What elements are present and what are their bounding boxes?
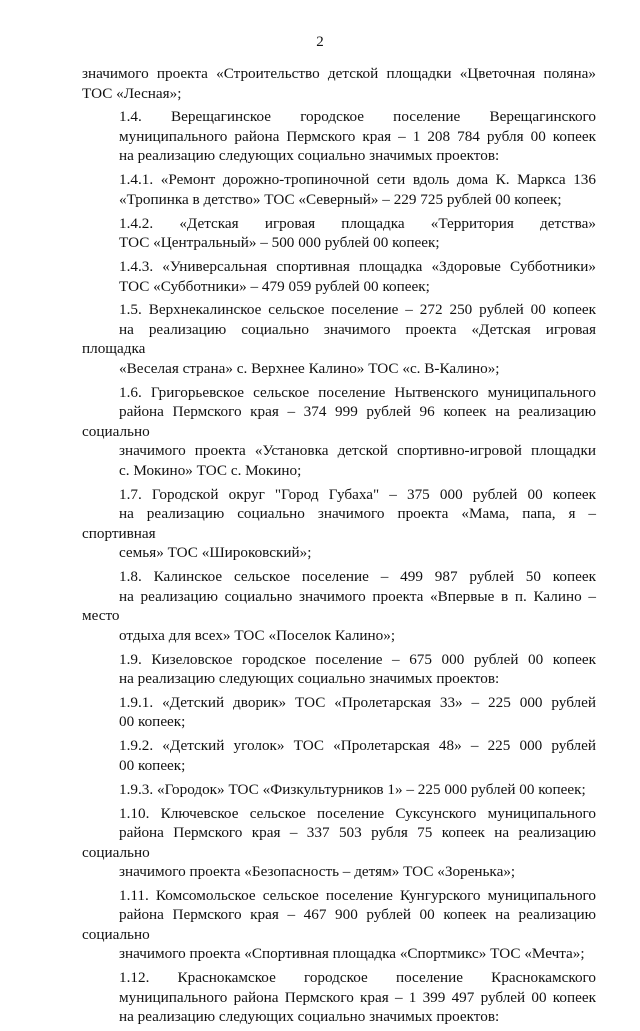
paragraph <box>82 693 596 732</box>
paragraph <box>82 886 596 964</box>
text-line: отдыха для всех» ТОС «Поселок Калино»; <box>119 626 396 644</box>
paragraph <box>82 780 596 800</box>
text-line: 1.9.2. «Детский уголок» ТОС «Пролетарская 48» – 225 000 рублей <box>119 737 596 755</box>
text-line: 00 копеек; <box>119 713 186 731</box>
paragraph <box>82 485 596 563</box>
text-line: на реализацию социально значимого проекта «Впервые в п. Калино – место <box>82 587 596 625</box>
paragraph <box>82 64 596 103</box>
text-line: 1.4.1. «Ремонт дорожно-тропиночной сети вдоль дома К. Маркса 136 <box>119 171 596 189</box>
text-line: 1.6. Григорьевское сельское поселение Нытвенского муниципального <box>119 383 596 401</box>
text-line: 1.8. Калинское сельское поселение – 499 987 рублей 50 копеек <box>119 568 596 586</box>
text-line: 1.9.3. «Городок» ТОС «Физкультурников 1» – 225 000 рублей 00 копеек; <box>119 780 586 798</box>
paragraph <box>82 567 596 645</box>
paragraph <box>82 736 596 775</box>
text-line: значимого проекта «Безопасность – детям» ТОС «Зоренька»; <box>119 863 516 881</box>
text-line: на реализацию социально значимого проекта «Детская игровая площадка <box>82 320 596 358</box>
text-line: 1.7. Городской округ "Город Губаха" – 375 000 рублей 00 копеек <box>119 485 596 503</box>
text-line: муниципального района Пермского края – 1 208 784 рубля 00 копеек <box>119 127 596 145</box>
paragraph <box>82 650 596 689</box>
text-line: 1.10. Ключевское сельское поселение Суксунского муниципального <box>119 804 596 822</box>
text-line: на реализацию социально значимого проекта «Мама, папа, я – спортивная <box>82 505 596 542</box>
text-line: 1.9. Кизеловское городское поселение – 675 000 рублей 00 копеек <box>119 650 596 668</box>
paragraph <box>82 383 596 481</box>
text-line: 1.12. Краснокамское городское поселение Краснокамского <box>119 969 596 987</box>
text-line: ТОС «Лесная»; <box>82 84 182 102</box>
paragraph <box>82 300 596 378</box>
text-line: 1.4.3. «Универсальная спортивная площадка «Здоровые Субботники» <box>119 258 596 276</box>
paragraph <box>82 107 596 166</box>
paragraph <box>82 257 596 296</box>
text-line: семья» ТОС «Широковский»; <box>119 544 312 562</box>
text-line: 1.4. Верещагинское городское поселение Верещагинского <box>119 108 596 126</box>
text-line: 1.4.2. «Детская игровая площадка «Территория детства» <box>119 214 596 232</box>
paragraph <box>82 804 596 882</box>
page-number: 2 <box>316 34 324 50</box>
text-line: значимого проекта «Установка детской спортивно-игровой площадки <box>119 442 596 460</box>
text-line: муниципального района Пермского края – 1 399 497 рублей 00 копеек <box>119 988 596 1006</box>
text-line: ТОС «Центральный» – 500 000 рублей 00 копеек; <box>119 234 440 252</box>
paragraph <box>82 170 596 209</box>
text-line: «Тропинка в детство» ТОС «Северный» – 229 725 рублей 00 копеек; <box>119 190 562 208</box>
text-line: значимого проекта «Строительство детской площадки «Цветочная поляна» <box>82 65 596 82</box>
text-line: района Пермского края – 337 503 рубля 75 копеек на реализацию социально <box>82 824 596 861</box>
text-line: 1.11. Комсомольское сельское поселение Кунгурского муниципального <box>119 886 596 904</box>
paragraph <box>82 968 596 1027</box>
document-body <box>82 64 596 1031</box>
text-line: района Пермского края – 467 900 рублей 00 копеек на реализацию социально <box>82 906 596 943</box>
paragraph <box>82 214 596 253</box>
text-line: на реализацию следующих социально значимых проектов: <box>119 670 500 688</box>
text-line: значимого проекта «Спортивная площадка «Спортмикс» ТОС «Мечта»; <box>119 945 585 963</box>
text-line: «Веселая страна» с. Верхнее Калино» ТОС «с. В-Калино»; <box>119 359 500 377</box>
text-line: 1.9.1. «Детский дворик» ТОС «Пролетарская 33» – 225 000 рублей <box>119 693 596 711</box>
text-line: на реализацию следующих социально значимых проектов: <box>119 1008 500 1026</box>
text-line: ТОС «Субботники» – 479 059 рублей 00 копеек; <box>119 277 430 295</box>
text-line: района Пермского края – 374 999 рублей 96 копеек на реализацию социально <box>82 403 596 440</box>
text-line: 1.5. Верхнекалинское сельское поселение – 272 250 рублей 00 копеек <box>119 301 596 319</box>
text-line: на реализацию следующих социально значимых проектов: <box>119 147 500 165</box>
text-line: с. Мокино» ТОС с. Мокино; <box>119 461 302 479</box>
text-line: 00 копеек; <box>119 756 186 774</box>
